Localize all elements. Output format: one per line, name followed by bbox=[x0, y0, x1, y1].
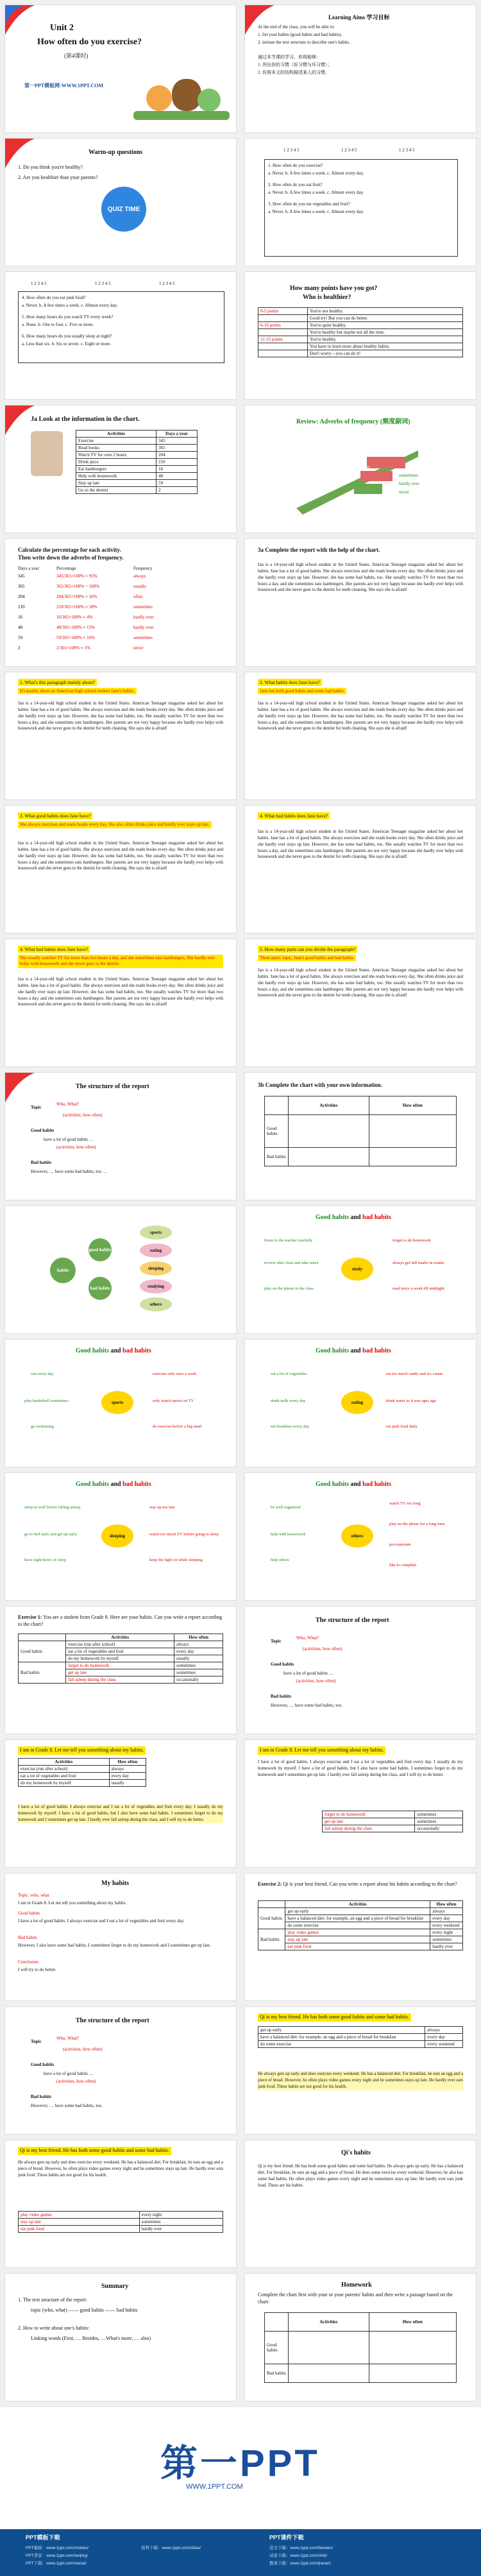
adverb-label: never bbox=[399, 490, 409, 495]
quiz-question: 2. How often do you eat fruit? bbox=[268, 182, 323, 187]
adverb-label: often bbox=[360, 465, 370, 470]
slide-q2 bbox=[245, 672, 476, 799]
slide-heading: Warm-up questions bbox=[89, 149, 143, 156]
adverb-label: always bbox=[373, 438, 386, 443]
good-item: drink milk every day bbox=[271, 1399, 306, 1403]
slide-heading: 3a Complete the report with the help of the chart. bbox=[258, 547, 380, 553]
slide-eating-map bbox=[245, 1340, 476, 1467]
slide-qi-writing-2 bbox=[5, 2140, 236, 2267]
footer-right-title: PPT课件下载 bbox=[269, 2534, 304, 2541]
slide-subheading: Who is healthier? bbox=[303, 294, 351, 301]
percentage-cell: 365 bbox=[18, 584, 25, 589]
bad-item: keep the light on while sleeping bbox=[149, 1558, 203, 1562]
exercise-chart: Activities How often Good habits get up early always have a balanced diet: for example, an egg and a piece of bread for breakfast every day do some exercise every weekend Bad habits play video games every night stay up late sometimes eat junk food hardly ever bbox=[258, 1900, 463, 1950]
score-column: 1 2 3 4 5 bbox=[31, 281, 47, 286]
slide-structure-2 bbox=[245, 1607, 476, 1734]
quiz-options: a. Never. b. A few times a week. c. Almost every day. bbox=[268, 209, 364, 214]
footer-link[interactable]: PPT背景：www.1ppt.com/beijing/ bbox=[26, 2554, 88, 2558]
question-2: 2. Are you healthier than your parents? bbox=[18, 175, 98, 180]
percentage-cell: 48 bbox=[18, 625, 22, 630]
slide-heading: Good habits and bad habits bbox=[76, 1347, 151, 1354]
writing-intro: Qi is my best friend. He has both some good habits and some bad habits. bbox=[258, 2013, 463, 2022]
bad-item: exercise only once a week bbox=[153, 1372, 197, 1376]
structure-item: have a lot of good habits … bbox=[44, 2071, 94, 2076]
column-header: Frequency bbox=[133, 566, 153, 571]
structure-item: However, … have some bad habits, too. bbox=[31, 2103, 103, 2108]
structure-item: (activities, how often) bbox=[303, 1646, 342, 1651]
aims-line: 通过本节课的学习，你将能够： bbox=[258, 55, 321, 60]
slide-qi-habits bbox=[245, 2140, 476, 2267]
slide-report-3a bbox=[245, 539, 476, 666]
slide-heading: How many points have you got? bbox=[290, 285, 378, 292]
report-paragraph: Jan is a 14-year-old high school student in the United States. American Teenager magazine asked her about her habits. Jane has a lot of good habits. She always exercises and she reads books every day. She often drinks juice and she hardly ever stays up late. However, she has some bad habits, too. She usually watches TV for more than two hours a day, and she sometimes eats hamburgers. Her parents are not very happy because she hardly ever helps with housework and she never goes to the dentist for teeth cleaning. She says she is afraid! bbox=[18, 701, 223, 731]
question-line: 5. How many parts can you divide the paragraph? bbox=[258, 946, 357, 953]
bad-item: stay up too late bbox=[149, 1505, 175, 1510]
slide-heading: Good habits and bad habits bbox=[316, 1347, 391, 1354]
quiz-question: 1. How often do you exercise? bbox=[268, 163, 323, 168]
slide-study-map bbox=[245, 1206, 476, 1333]
bad-item: only watch sports on TV bbox=[153, 1399, 194, 1403]
structure-item: (activities, how often) bbox=[63, 1113, 103, 1118]
good-item: eat breakfast every day bbox=[271, 1424, 310, 1429]
slide-heading: Review: Adverbs of frequency (频度副词) bbox=[296, 418, 410, 425]
essay-line: I have a lot of good habits. I always exercise and I eat a lot of vegetables and fruit every day. bbox=[18, 1918, 185, 1923]
report-paragraph: Jan is a 14-year-old high school student in the United States. American Teenager magazine asked her about her habits. Jane has a lot of good habits. She always exercises and she reads books every day. She often drinks juice and she hardly ever stays up late. However, she has some bad habits, too. She usually watches TV for more than two hours a day, and she sometimes eats hamburgers. Her parents are not very happy because she hardly ever helps with housework and she never goes to the dentist for teeth cleaning. She says she is afraid! bbox=[258, 701, 463, 731]
percentage-cell: 210/365×100% ≈ 58% bbox=[56, 604, 97, 610]
percentage-cell: always bbox=[133, 574, 146, 579]
slide-q1 bbox=[5, 672, 236, 799]
slide-habits-map bbox=[5, 1206, 236, 1333]
category-bubble: sleeping bbox=[140, 1261, 172, 1275]
animal-illustration bbox=[133, 66, 230, 124]
percentage-cell: 16 bbox=[18, 615, 22, 620]
slide-heading: Good habits and bad habits bbox=[316, 1214, 391, 1221]
slide-structure-3 bbox=[5, 2007, 236, 2134]
score-column: 1 2 3 4 5 bbox=[341, 148, 357, 153]
footer-banner bbox=[0, 2407, 481, 2576]
quiz-options: a. Less than six. b. Six or seven. c. Eight or more. bbox=[22, 341, 112, 346]
column-header: Days a year bbox=[18, 566, 40, 571]
percentage-cell: never bbox=[133, 645, 144, 651]
footer-link[interactable]: PPT模板：www.1ppt.com/moban/ bbox=[26, 2546, 89, 2550]
report-paragraph: Jan is a 14-year-old high school student in the United States. American Teenager magazine asked her about her habits. Jane has a lot of good habits. She always exercises and she reads books every day. She often drinks juice and she hardly ever stays up late. However, she has some bad habits, too. She usually watches TV for more than two hours a day, and she sometimes eats hamburgers. Her parents are not very happy because she hardly ever helps with housework and she never goes to the dentist for teeth cleaning. She says she is afraid! bbox=[258, 563, 463, 593]
quiz-question: 6. How many hours do you usually sleep at night? bbox=[22, 334, 112, 339]
slide-others-map bbox=[245, 1473, 476, 1600]
footer-link[interactable]: 范文下载：www.1ppt.com/fanwen/ bbox=[269, 2546, 333, 2550]
aims-line: At the end of the class, you will be able to: bbox=[258, 24, 335, 30]
structure-item: (activities, how often) bbox=[296, 1678, 336, 1684]
structure-good: Good habits bbox=[31, 2062, 55, 2067]
slide-qi-writing-1 bbox=[245, 2007, 476, 2134]
structure-item: (activities, how often) bbox=[63, 2047, 103, 2052]
question-line: 2. What habits does Jane have? bbox=[258, 679, 322, 686]
center-bubble: others bbox=[341, 1524, 373, 1548]
homework-text: Complete the chart first with your or your parents' habits and then write a passage based on the chart: bbox=[258, 2292, 453, 2305]
report-paragraph: Jan is a 14-year-old high school student in the United States. American Teenager magazine asked her about her habits. Jane has a lot of good habits. She always exercises and she reads books every day. She often drinks juice and she hardly ever stays up late. However, she has some bad habits, too. She usually watches TV for more than two hours a day, and she sometimes eats hamburgers. Her parents are not very happy because she hardly ever helps with housework and she never goes to the dentist for teeth cleaning. She says she is afraid! bbox=[258, 968, 463, 998]
category-bubble: others bbox=[140, 1297, 172, 1311]
mini-chart: forget to do homework sometimes get up late sometimes fall asleep during the class occasionally bbox=[322, 1811, 463, 1832]
question-1: 1. Do you think you're healthy? bbox=[18, 164, 83, 170]
percentage-cell: 2/365×100% ≈ 1% bbox=[56, 645, 90, 651]
percentage-cell: 16/365×100% ≈ 4% bbox=[56, 615, 93, 620]
summary-line: 1. The text structure of the report: bbox=[18, 2297, 88, 2303]
summary-line: Linking words (First, … Besides, …What's more, … also) bbox=[31, 2335, 151, 2341]
slide-percentage bbox=[5, 539, 236, 666]
slide-learning-aims bbox=[245, 5, 476, 132]
mini-chart: get up early always have a balanced diet: for example, an egg and a piece of bread for breakfast every day do some exercise every weekend bbox=[258, 2026, 463, 2048]
slide-exercise-1 bbox=[5, 1607, 236, 1734]
leaf-decoration-icon bbox=[5, 1073, 35, 1102]
quiz-options: a. Never. b. A few times a week. c. Almost every day. bbox=[268, 190, 364, 195]
slide-homework bbox=[245, 2274, 476, 2401]
category-bubble: sports bbox=[140, 1225, 172, 1240]
center-bubble: study bbox=[341, 1258, 373, 1281]
quiz-question: 5. How many hours do you watch TV every week? bbox=[22, 314, 114, 320]
adverb-label: usually bbox=[367, 452, 380, 457]
answer-line: She always exercises and reads books every day. She also often drinks juice and hardly ever stays up late. bbox=[18, 821, 223, 828]
structure-item: However, … have some bad habits, too. bbox=[271, 1703, 342, 1708]
structure-item: have a lot of good habits … bbox=[283, 1671, 333, 1676]
writing-intro: I am in Grade 8. Let me tell you something about my habits. bbox=[258, 1746, 463, 1755]
leaf-decoration-icon bbox=[5, 5, 35, 35]
bad-item: do exercise before a big meal bbox=[153, 1424, 202, 1429]
good-item: listen to the teacher carefully bbox=[264, 1238, 313, 1243]
good-item: play on the phone in the class bbox=[264, 1286, 314, 1291]
center-bubble: sports bbox=[101, 1391, 133, 1414]
percentage-cell: 204/365×100% ≈ 56% bbox=[56, 594, 97, 599]
slide-writing-1 bbox=[5, 1740, 236, 1867]
quiz-question: 4. How often do you eat junk food? bbox=[22, 295, 86, 300]
bad-habits-bubble: bad habits bbox=[89, 1277, 112, 1300]
essay-line: Good habits bbox=[18, 1911, 40, 1916]
essay-line: I will try to do better. bbox=[18, 1967, 56, 1972]
footer-link[interactable]: PPT下载：www.1ppt.com/xiazai/ bbox=[26, 2561, 87, 2566]
score-column: 1 2 3 4 5 bbox=[95, 281, 111, 286]
percentage-cell: 345/365×100% ≈ 95% bbox=[56, 574, 97, 579]
slide-heading: The structure of the report bbox=[76, 1083, 149, 1090]
slide-warm-up bbox=[5, 139, 236, 266]
slide-quiz-2 bbox=[5, 272, 236, 399]
good-item: review after class and take notes bbox=[264, 1261, 319, 1265]
slide-heading: My habits bbox=[101, 1880, 130, 1887]
exercise-chart: Activities How often Good habits exercise (run after school) always eat a lot of vegetables and fruit every day do my homework by myself usually Bad habits forget to do homework sometimes get up late sometimes fall asleep during the class occasionally bbox=[18, 1633, 223, 1684]
writing-paragraph: He always gets up early and does exercise every weekend. He has a balanced diet. For breakfast, he eats an egg and a piece of bread. However, he often plays video games every night and he sometimes stays up late. He hardly ever eats junk food. These habits are not good for his health. bbox=[18, 2160, 223, 2178]
exercise-prompt: Exercise 1: You are a student from Grade 8. Here are your habits. Can you write a report according to the chart? bbox=[18, 1614, 223, 1627]
category-bubble: eating bbox=[140, 1243, 172, 1258]
percentage-cell: sometimes bbox=[133, 635, 153, 640]
quiz-options: a. Never. b. A few times a week. c. Almost every day. bbox=[22, 303, 118, 308]
footer-link[interactable]: 教案下载：www.1ppt.com/jiaoan/ bbox=[269, 2561, 331, 2566]
slide-sports-map bbox=[5, 1340, 236, 1467]
slide-heading: Ja Look at the information in the chart. bbox=[31, 416, 140, 423]
slide-heading: 3b Complete the chart with your own information. bbox=[258, 1082, 382, 1088]
essay-line: Conclusion bbox=[18, 1959, 38, 1965]
bad-item: always get full marks in exams bbox=[392, 1261, 444, 1265]
period-label: (第4课时) bbox=[64, 53, 89, 59]
bad-item: eat too much candy and ice cream bbox=[386, 1372, 443, 1376]
percentage-cell: sometimes bbox=[133, 604, 153, 610]
slide-q4 bbox=[245, 806, 476, 933]
essay-paragraph: Qi is my best friend. He has both some good habits and some bad habits. He always gets up early. He has a balanced diet. For breakfast, he eats an egg and a piece of bread. He does some exercise every weekend. However, he also has some bad habits. He often plays video games every night and he sometimes stays up late. He hardly ever eats junk food. These are his habits. bbox=[258, 2164, 463, 2188]
essay-line: Bad habits bbox=[18, 1935, 37, 1940]
report-paragraph: Jan is a 14-year-old high school student in the United States. American Teenager magazine asked her about her habits. Jane has a lot of good habits. She always exercises and she reads books every day. She often drinks juice and she hardly ever stays up late. However, she has some bad habits, too. She usually watches TV for more than two hours a day, and she sometimes eats hamburgers. Her parents are not very happy because she hardly ever helps with housework and she never goes to the dentist for teeth cleaning. She says she is afraid! bbox=[18, 841, 223, 871]
structure-item: (activities, how often) bbox=[56, 1145, 96, 1150]
slide-summary bbox=[5, 2274, 236, 2401]
slide-points bbox=[245, 272, 476, 399]
quiz-options: a. None. b. One to four. c. Five or more. bbox=[22, 322, 94, 327]
aims-line: 1. list your habits (good habits and bad habits). bbox=[258, 32, 342, 37]
essay-line: Topic: who, what bbox=[18, 1893, 49, 1898]
good-item: go swimming bbox=[31, 1424, 54, 1429]
percentage-cell: 59/365×100% ≈ 16% bbox=[56, 635, 95, 640]
structure-good: Good habits bbox=[31, 1128, 55, 1133]
writing-paragraph: I have a lot of good habits. I always exercise and I eat a lot of vegetables and fruit every day. I usually do my homework by myself. I have a lot of good habits, but I also have some bad habits. I sometimes forget to do my homework and I sometimes get up late. I hardly ever fall asleep during the class, and I will try to do better. bbox=[18, 1805, 223, 1822]
slide-writing-2 bbox=[245, 1740, 476, 1867]
adverb-label: sometimes bbox=[399, 473, 418, 478]
exercise-prompt: Exercise 2: Qi is your best friend. Can you write a report about his habits according to the chart? bbox=[258, 1881, 457, 1887]
center-bubble: eating bbox=[341, 1391, 373, 1414]
summary-line: topic (who, what) —— good habits —— bad habits bbox=[31, 2307, 138, 2313]
question-line: 4. What bad habits does Jane have? bbox=[258, 812, 330, 819]
bad-item: eat junk food daily bbox=[386, 1424, 418, 1429]
slide-q5 bbox=[245, 939, 476, 1066]
slide-heading: The structure of the report bbox=[76, 2017, 149, 2024]
aims-line: 1. 列出你的习惯（好习惯与坏习惯）； bbox=[258, 62, 332, 67]
question-line: 1. What's this paragraph mainly about? bbox=[18, 679, 97, 686]
good-item: eat a lot of vegetables bbox=[271, 1372, 307, 1376]
percentage-cell: 48/365×100% ≈ 13% bbox=[56, 625, 95, 630]
slide-subheading: Then write down the adverbs of frequency. bbox=[18, 554, 124, 561]
question-line: 4. What bad habits does Jane have? bbox=[18, 946, 90, 953]
footer-logo-area bbox=[0, 2407, 481, 2529]
slide-heading: Good habits and bad habits bbox=[76, 1481, 151, 1488]
slide-my-habits bbox=[5, 1873, 236, 2000]
percentage-cell: usually bbox=[133, 584, 147, 589]
bad-item: watch too much TV before going to sleep bbox=[149, 1532, 219, 1537]
aims-line: 2. imitate the text structure to describe one's habits. bbox=[258, 40, 350, 45]
mini-chart: play video games every night stay up late sometimes eat junk food hardly ever bbox=[18, 2211, 223, 2233]
bad-item: watch TV too long bbox=[389, 1501, 421, 1506]
slide-exercise-2 bbox=[245, 1873, 476, 2000]
bad-item: drink water as it was ages ago bbox=[386, 1399, 436, 1403]
blank-chart: Activities How often Good habits Bad habits bbox=[264, 2312, 457, 2383]
slide-adverbs bbox=[245, 405, 476, 533]
percentage-cell: 345 bbox=[18, 574, 25, 579]
structure-item: have a lot of good habits … bbox=[44, 1137, 94, 1142]
quiz-badge: QUIZ TIME bbox=[101, 187, 146, 232]
slide-heading: Summary bbox=[101, 2283, 129, 2290]
slide-q3 bbox=[5, 806, 236, 933]
structure-topic: Topic bbox=[31, 2039, 42, 2044]
report-paragraph: Jan is a 14-year-old high school student in the United States. American Teenager magazine asked her about her habits. Jane has a lot of good habits. She always exercises and she reads books every day. She often drinks juice and she hardly ever stays up late. However, she has some bad habits, too. She usually watches TV for more than two hours a day, and she sometimes eats hamburgers. Her parents are not very happy because she hardly ever helps with housework and she never goes to the dentist for teeth cleaning. She says she is afraid! bbox=[18, 977, 223, 1007]
score-column: 1 2 3 4 5 bbox=[283, 148, 300, 153]
structure-topic: Topic bbox=[31, 1105, 42, 1110]
good-item: help others bbox=[271, 1558, 289, 1562]
slide-heading: Good habits and bad habits bbox=[316, 1481, 391, 1488]
unit-label: Unit 2 bbox=[50, 23, 74, 33]
good-item: run every day bbox=[31, 1372, 54, 1376]
category-bubble: studying bbox=[140, 1279, 172, 1293]
blank-chart: Activities How often Good habits Bad habits bbox=[264, 1096, 457, 1166]
slide-chart-info bbox=[5, 405, 236, 533]
question-line: 3. What good habits does Jane have? bbox=[18, 812, 92, 819]
percentage-cell: hardly ever bbox=[133, 625, 154, 630]
good-item: go to bed early and get up early bbox=[24, 1532, 78, 1537]
writing-intro: Qi is my best friend. He has both some good habits and some bad habits. bbox=[18, 2147, 223, 2155]
good-item: sleep in well before falling asleep bbox=[24, 1505, 81, 1510]
writing-paragraph: I have a lot of good habits. I always exercise and I eat a lot of vegetables and fruit every day. I usually do my homework by myself. I have a lot of good habits, but I also have some bad habits. I sometimes forget to do my homework and I sometimes get up late. I hardly ever fall asleep during the class, and I will try to do better. bbox=[258, 1760, 463, 1777]
adverb-label: hardly ever bbox=[399, 481, 419, 486]
slide-heading: Qi's habits bbox=[341, 2149, 371, 2156]
slide-heading: Homework bbox=[341, 2282, 372, 2289]
answer-line: Jane has both good habits and some bad habits. bbox=[258, 688, 346, 694]
structure-good: Good habits bbox=[271, 1662, 294, 1667]
structure-bad: Bad habits bbox=[271, 1694, 292, 1699]
bad-item: read twice a week till midnight bbox=[392, 1286, 444, 1291]
structure-topic: Topic bbox=[271, 1639, 282, 1644]
structure-item: Who, What? bbox=[296, 1635, 319, 1641]
essay-line: However, I also have some bad habits. I sometimes forget to do my homework and I sometimes get up late. bbox=[18, 1943, 211, 1948]
percentage-cell: hardly ever bbox=[133, 615, 154, 620]
slide-title bbox=[5, 5, 236, 132]
site-label: 第一PPT模板网-WWW.1PPT.COM bbox=[24, 83, 104, 89]
slide-3b bbox=[245, 1073, 476, 1200]
aims-heading: Learning Aims 学习目标 bbox=[328, 14, 390, 21]
structure-bad: Bad habits bbox=[31, 1160, 52, 1165]
column-header: Percentage bbox=[56, 566, 76, 571]
percentage-cell: 2 bbox=[18, 645, 21, 651]
girl-photo bbox=[31, 431, 63, 476]
writing-intro: I am in Grade 8. Let me tell you something about my habits. bbox=[18, 1746, 223, 1755]
good-habits-bubble: good habits bbox=[89, 1238, 112, 1261]
quiz-question: 3. How often do you eat vegetables and fruit? bbox=[268, 201, 350, 207]
writing-paragraph: He always gets up early and does exercise every weekend. He has a balanced diet. For breakfast, he eats an egg and a piece of bread. However, he often plays video games every night and he sometimes stays up late. He hardly ever eats junk food. These habits are not good for his health. bbox=[258, 2072, 463, 2089]
points-table: 0-5 points You're not healthy. Good try! But you can do better. 6-10 points You're quite healthy. You're healthy but maybe not all the time. 11-15 points You're healthy. You have to learn more about healthy habits. Don't worry—you can do it! bbox=[258, 307, 463, 357]
slide-sleeping-map bbox=[5, 1473, 236, 1600]
answer-line: Three parts: topic, Jane's good habits and bad habits. bbox=[258, 955, 356, 961]
good-item: have eight hours of sleep bbox=[24, 1558, 66, 1562]
essay-line: I am in Grade 8. Let me tell you something about my habits. bbox=[18, 1900, 127, 1906]
brand-url: WWW.1PPT.COM bbox=[186, 2483, 243, 2491]
percentage-cell: 210 bbox=[18, 604, 25, 610]
slide-heading: The structure of the report bbox=[316, 1617, 389, 1624]
lesson-title: How often do you exercise? bbox=[37, 37, 142, 47]
report-paragraph: Jan is a 14-year-old high school student in the United States. American Teenager magazine asked her about her habits. Jane has a lot of good habits. She always exercises and she reads books every day. She often drinks juice and she hardly ever stays up late. However, she has some bad habits, too. She usually watches TV for more than two hours a day, and she sometimes eats hamburgers. Her parents are not very happy because she hardly ever helps with housework and she never goes to the dentist for teeth cleaning. She says she is afraid! bbox=[258, 830, 463, 860]
structure-item: Who, What? bbox=[56, 2036, 80, 2041]
score-column: 1 2 3 4 5 bbox=[159, 281, 175, 286]
center-bubble: sleeping bbox=[101, 1524, 133, 1548]
answer-line: It's mainly about an American high school student Jane's habits. bbox=[18, 688, 137, 694]
structure-item: (activities, how often) bbox=[56, 2079, 96, 2084]
aims-line: 2. 仿照本文的结构描述某人的习惯。 bbox=[258, 70, 330, 75]
brand-logo: 第一PPT bbox=[160, 2443, 320, 2484]
good-item: help with housework bbox=[271, 1532, 306, 1537]
bad-item: forget to do homework bbox=[392, 1238, 431, 1243]
slide-quiz-1 bbox=[245, 139, 476, 266]
structure-bad: Bad habits bbox=[31, 2094, 52, 2099]
bad-item: procrastinate bbox=[389, 1542, 411, 1547]
good-item: play basketball sometimes bbox=[24, 1399, 69, 1403]
slide-q4-answer bbox=[5, 939, 236, 1066]
activities-table: Activities Days a year Exercise 345 Read books 365 Watch TV for over 2 hours 204 Drink juice 210 Eat hamburgers 16 Help with housework 48 Stay up late 59 Go to the dentist 2 bbox=[76, 430, 198, 494]
footer-link[interactable]: 资料下载：www.1ppt.com/ziliao/ bbox=[141, 2546, 201, 2550]
percentage-cell: often bbox=[133, 594, 143, 599]
percentage-cell: 204 bbox=[18, 594, 25, 599]
summary-line: 2. How to write about one's habits: bbox=[18, 2325, 90, 2331]
slide-heading: Calculate the percentage for each activity. bbox=[18, 547, 121, 553]
structure-item: However, … have some bad habits, too … bbox=[31, 1169, 107, 1174]
quiz-options: a. Never. b. A few times a week. c. Almost every day. bbox=[268, 171, 364, 176]
percentage-cell: 365/365×100% = 100% bbox=[56, 584, 100, 589]
habits-bubble: habits bbox=[50, 1258, 76, 1283]
slide-structure-1 bbox=[5, 1073, 236, 1200]
score-column: 1 2 3 4 5 bbox=[399, 148, 415, 153]
structure-item: Who, What? bbox=[56, 1102, 80, 1107]
footer-left-title: PPT模板下载 bbox=[26, 2534, 60, 2541]
leaf-decoration-icon bbox=[245, 5, 274, 35]
good-item: be well-organized bbox=[271, 1505, 301, 1510]
mini-chart: Activities How often exercise (run after school) always eat a lot of vegetables and fruit every day do my homework by myself usually bbox=[18, 1758, 146, 1787]
answer-line: She usually watches TV for more than two hours a day, and she sometimes eats hamburgers. She hardly ever helps with housework and she never goes to the dentist. bbox=[18, 955, 223, 968]
percentage-cell: 59 bbox=[18, 635, 22, 640]
bad-item: play on the phone for a long time bbox=[389, 1522, 445, 1526]
bad-item: like to complain bbox=[389, 1563, 417, 1567]
footer-link[interactable]: 试卷下载：www.1ppt.com/shiti/ bbox=[269, 2554, 327, 2558]
